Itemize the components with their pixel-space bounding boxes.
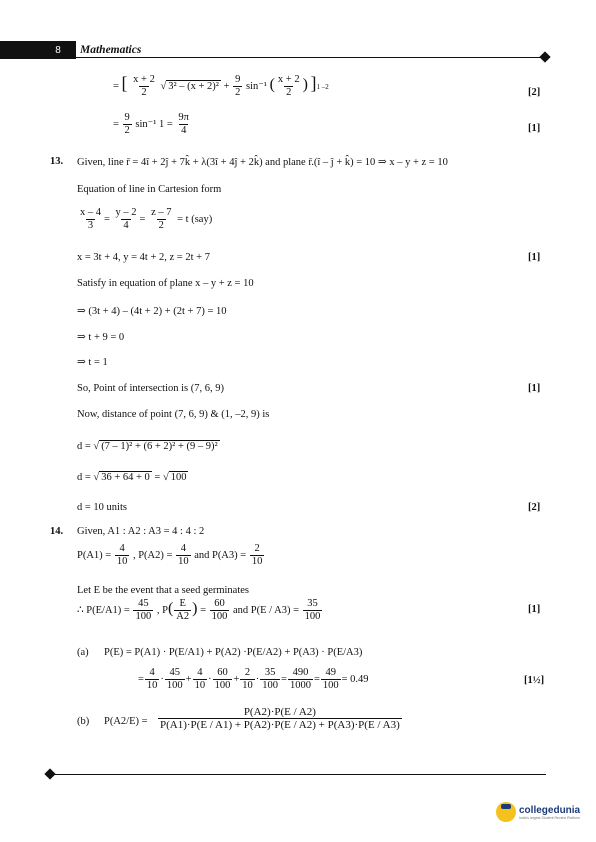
question-number: 14. [50, 526, 64, 537]
distance-evaluation: d = √ 36 + 64 + 0 = √ 100 [77, 472, 187, 483]
part-label: (b) [77, 716, 90, 727]
solution-text: ⇒ (3t + 4) – (4t + 2) + (2t + 7) = 10 [77, 306, 227, 317]
page-title: Mathematics [76, 41, 550, 59]
collegedunia-logo: collegedunia India's largest Student Review Platform [496, 802, 580, 822]
solution-text: Let E be the event that a seed germinates [77, 585, 250, 596]
solution-text: Satisfy in equation of plane x – y + z = 10 [77, 278, 254, 289]
marks-label: [1] [528, 123, 541, 134]
continuation-line-1: = [ $\frac{x + 2}{2}$ √ 3² – (x + 2)² + $\frac{9}{2}$ sin⁻¹ ( $\frac{x + 2}{2}$ ) ]1 –2 [113, 73, 329, 99]
marks-label: [1½] [524, 675, 545, 686]
solution-text: ⇒ t = 1 [77, 357, 108, 368]
bayes-formula: $\frac{P(A2)\cdot P(E / A2)}{P(A1)\cdot P(E / A1) + P(A2)\cdot P(E / A2) + P(A3)\cdot P(E / A3)}$ [160, 706, 400, 731]
part-label: (a) [77, 647, 89, 658]
graduate-icon [496, 802, 516, 822]
continuation-line-2: = $\frac{9}{2}$ sin⁻¹ 1 = $\frac{9\pi}{4}$ [113, 112, 189, 136]
question-number: 13. [50, 156, 64, 167]
solution-text: Equation of line in Cartesion form [77, 184, 222, 195]
solution-text: ⇒ t + 9 = 0 [77, 332, 125, 343]
cartesian-equation: $\frac{x - 4}{3}$ = $\frac{y - 2}{4}$ = $\frac{z - 7}{2}$ = t (say) [80, 207, 213, 231]
conditional-probability-line: ∴ P(E/A1) = $\frac{45}{100}$ , P( $\frac{E}{A2}$ ) = $\frac{60}{100}$ and P(E / A3) = $\frac{35}{100}$ [77, 598, 321, 622]
solution-text: Now, distance of point (7, 6, 9) & (1, –2, 9) is [77, 409, 270, 420]
marks-label: [1] [528, 383, 541, 394]
solution-text: P(E) = P(A1) · P(E/A1) + P(A2) ·P(E/A2) + P(A3) · P(E/A3) [104, 647, 363, 658]
marks-label: [2] [528, 502, 541, 513]
footer-rule [50, 774, 546, 775]
question-text: Given, line r̄ = 4î + 2ĵ + 7k̂ + λ(3î + 4ĵ + 2k̂) and plane r̄.(î – ĵ + k̂) = 10 ⇒ x – y + z = 10 [77, 157, 448, 168]
page-number: 8 [55, 44, 61, 56]
marks-label: [2] [528, 87, 541, 98]
solution-text: So, Point of intersection is (7, 6, 9) [77, 383, 224, 394]
question-text: Given, A1 : A2 : A3 = 4 : 4 : 2 [77, 526, 205, 537]
marks-label: [1] [528, 252, 541, 263]
solution-text: d = 10 units [77, 502, 127, 513]
solution-text: x = 3t + 4, y = 4t + 2, z = 2t + 7 [77, 252, 210, 263]
distance-formula: d = √ (7 – 1)² + (6 + 2)² + (9 – 9)² [77, 441, 218, 452]
calculation-line: = $\frac{4}{10}$ · $\frac{45}{100}$ + $\frac{4}{10}$ · $\frac{60}{100}$ + $\frac{2}{10}$ · $\frac{35}{100}$ = $\frac{490}{1000}$ = $\frac{49}{100}$ = 0.49 [138, 667, 369, 691]
solution-text: P(A2/E) = [104, 716, 148, 727]
probability-line: P(A1) = $\frac{4}{10}$ , P(A2) = $\frac{4}{10}$ and P(A3) = $\frac{2}{10}$ [77, 543, 263, 567]
header-rule [76, 57, 542, 58]
marks-label: [1] [528, 604, 541, 615]
